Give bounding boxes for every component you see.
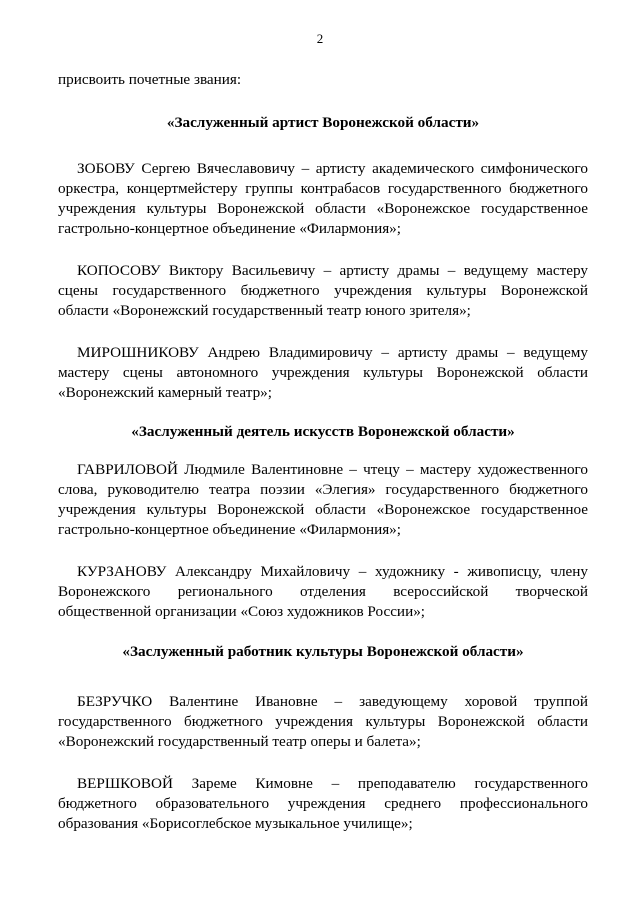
section-heading-culture-worker: «Заслуженный работник культуры Воронежской области» [122, 643, 524, 660]
document-body [58, 70, 588, 834]
award-entry-gavrilova: ГАВРИЛОВОЙ Людмиле Валентиновне – чтецу – мастеру художественного слова, руководителю театра поэзии «Элегия» государственного бюджетного учреждения культуры Воронежской области «Воронежское государственное гастрольно-концертное объединение «Филармония»; [58, 461, 588, 538]
award-entry-vershkova: ВЕРШКОВОЙ Зареме Кимовне – преподавателю государственного бюджетного образовательного учреждения среднего профессионального образования «Борисоглебское музыкальное училище»; [58, 775, 588, 832]
award-entry-kurzanov: КУРЗАНОВУ Александру Михайловичу – художнику - живописцу, члену Воронежского регионального отделения всероссийской творческой общественной организации «Союз художников России»; [58, 563, 588, 620]
award-entry-bezruchko: БЕЗРУЧКО Валентине Ивановне – заведующему хоровой труппой государственного бюджетного учреждения культуры Воронежской области «Воронежский государственный театр оперы и балета»; [58, 693, 588, 750]
award-entry-miroshnikov: МИРОШНИКОВУ Андрею Владимировичу – артисту драмы – ведущему мастеру сцены автономного учреждения культуры Воронежской области «Воронежский камерный театр»; [58, 344, 588, 401]
award-entry-zobov: ЗОБОВУ Сергею Вячеславовичу – артисту академического симфонического оркестра, концертмейстеру группы контрабасов государственного бюджетного учреждения культуры Воронежской области «Воронежское государственное гастрольно-концертное объединение «Филармония»; [58, 160, 588, 237]
intro-text: присвоить почетные звания: [58, 71, 242, 88]
section-heading-artist: «Заслуженный артист Воронежской области» [166, 114, 480, 131]
section-heading-art-worker: «Заслуженный деятель искусств Воронежской области» [131, 423, 515, 440]
page-number: 2 [316, 31, 324, 46]
award-entry-koposov: КОПОСОВУ Виктору Васильевичу – артисту драмы – ведущему мастеру сцены государственного бюджетного учреждения культуры Воронежской области «Воронежский государственный театр юного зрителя»; [58, 262, 588, 319]
